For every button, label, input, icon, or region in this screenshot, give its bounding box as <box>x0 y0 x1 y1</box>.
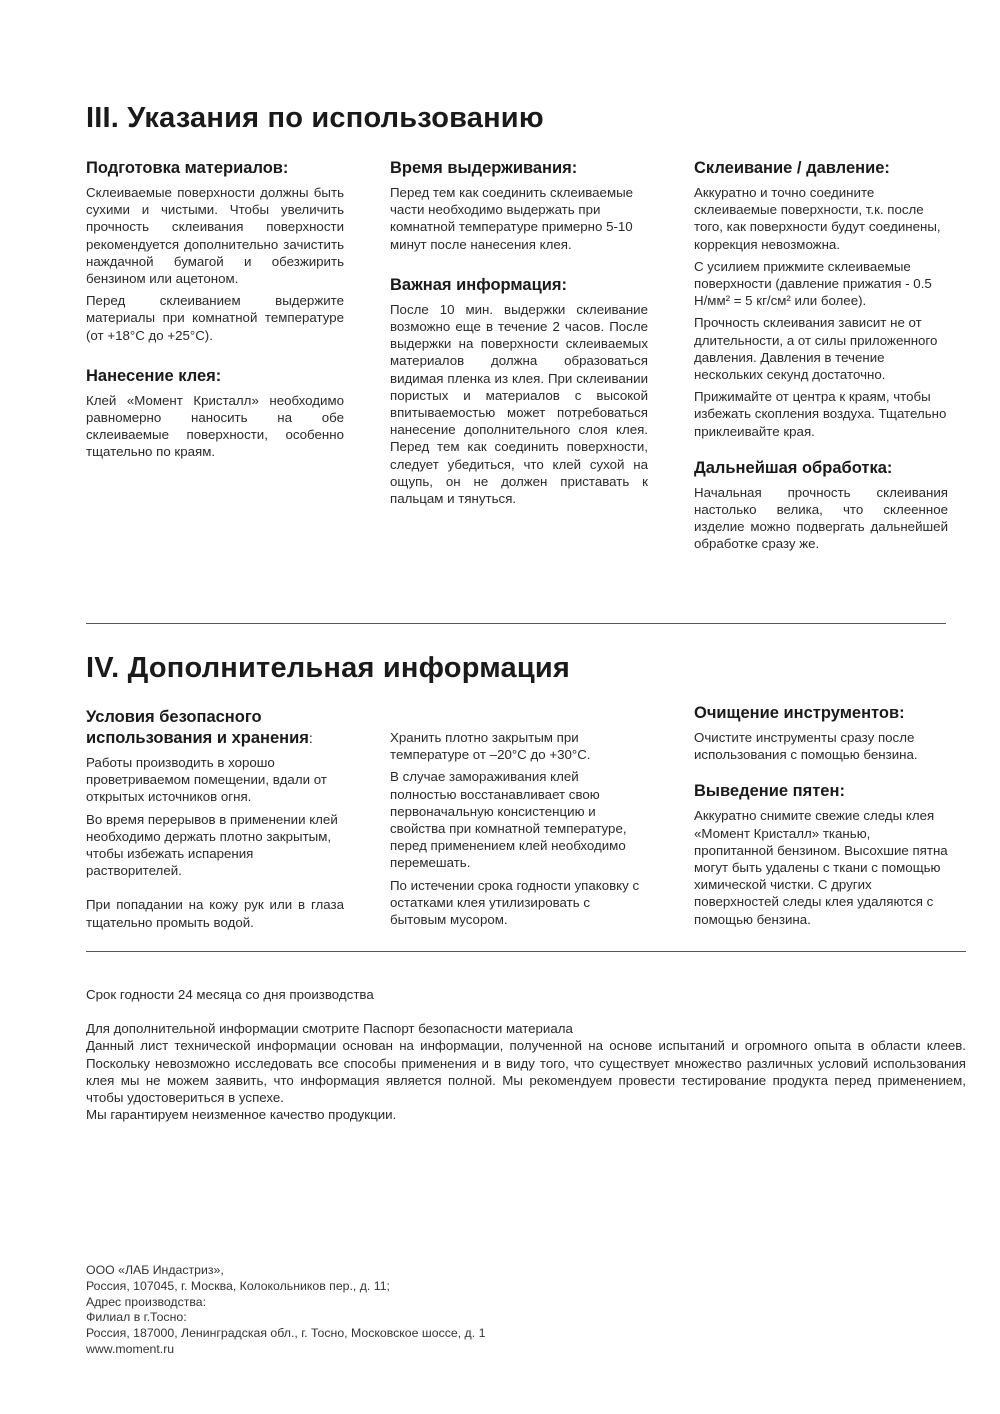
footer-divider <box>86 951 966 952</box>
paragraph-drying-time: Перед тем как соединить склеиваемые части необходимо выдержать при комнатной температуре примерно 5-10 минут после нанесения клея. <box>390 185 634 252</box>
heading-stain-removal: Выведение пятен: <box>694 782 845 801</box>
heading-safety-storage <box>86 707 344 749</box>
heading-safety-line-1: Условия безопасного <box>86 708 262 726</box>
branch-label: Филиал в г.Тосно: <box>86 1310 187 1325</box>
paragraph-disposal: По истечении срока годности упаковку с остатками клея утилизировать с бытовым мусором. <box>390 877 640 928</box>
quality-guarantee: Мы гарантируем неизменное качество продукции. <box>86 1107 397 1123</box>
usage-column-1 <box>86 158 344 466</box>
company-name: ООО «ЛАБ Индастриз», <box>86 1263 224 1277</box>
paragraph-press-edges: Прижимайте от центра к краям, чтобы избежать скопления воздуха. Тщательно приклеивайте края. <box>694 389 947 439</box>
heading-drying-time: Время выдерживания: <box>390 159 578 177</box>
paragraph-ventilation: Работы производить в хорошо проветриваемом помещении, вдали от открытых источников огня. <box>86 755 327 805</box>
section-title-usage: III. Указания по использованию <box>86 102 544 134</box>
section-title-additional-info: IV. Дополнительная информация <box>86 652 571 684</box>
paragraph-further-processing: Начальная прочность склеивания настолько велика, что склеенное изделие можно подвергать дальнейшей обработке сразу же. <box>694 484 948 552</box>
paragraph-conditioning: Перед склеиванием выдержите материалы при комнатной температуре (от +18°С до +25°С). <box>86 293 344 343</box>
paragraph-important-info: После 10 мин. выдержки склеивание возможно еще в течение 2 часов. После выдержки на поверхности склеиваемых материалов должна образоваться видимая пленка из клея. При склеивании пористых и материалов с высокой впитываемостью может потребоваться нанесение дополнительного слоя клея. Перед тем как соединить поверхности, следует убедиться, что клей сухой на ощупь, он не должен приставать к пальцам и тянуться. <box>390 301 648 507</box>
paragraph-skin-contact: При попадании на кожу рук или в глаза тщательно промыть водой. <box>86 897 344 930</box>
heading-material-preparation: Подготовка материалов: <box>86 159 289 177</box>
paragraph-storage-temp: Хранить плотно закрытым при температуре от –20°С до +30°С. <box>390 730 591 763</box>
paragraph-freezing: В случае замораживания клей полностью восстанавливает свою первоначальную консистенцию и свойства при комнатной температуре, перед применением клей необходимо перемешать. <box>390 769 627 871</box>
paragraph-bond-strength: Прочность склеивания зависит не от длительности, а от силы приложенного давления. Давления в течение нескольких секунд достаточно. <box>694 315 938 383</box>
info-column-2 <box>390 729 648 933</box>
info-column-1 <box>86 707 344 936</box>
heading-further-processing: Дальнейшая обработка: <box>694 458 893 477</box>
usage-column-3 <box>694 158 948 558</box>
msds-note: Для дополнительной информации смотрите Паспорт безопасности материала <box>86 1021 573 1037</box>
branch-address: Россия, 187000, Ленинградская обл., г. Тосно, Московское шоссе, д. 1 <box>86 1326 486 1341</box>
paragraph-bonding: Аккуратно и точно соедините склеиваемые поверхности, т.к. после того, как поверхности будут соединены, коррекция невозможна. <box>694 185 941 252</box>
shelf-life: Срок годности 24 месяца со дня производства <box>86 987 374 1002</box>
paragraph-keep-closed: Во время перерывов в применении клей необходимо держать плотно закрытым, чтобы избежать испарения растворителей. <box>86 811 338 879</box>
paragraph-material-preparation: Склеиваемые поверхности должны быть сухими и чистыми. Чтобы увеличить прочность склеивания поверхности рекомендуется дополнительно зачистить наждачной бумагой и обезжирить бензином или ацетоном. <box>86 185 344 287</box>
heading-important-info: Важная информация: <box>390 275 567 294</box>
paragraph-tool-cleaning: Очистите инструменты сразу после использования с помощью бензина. <box>694 730 918 763</box>
office-address: Россия, 107045, г. Москва, Колокольников пер., д. 11; <box>86 1278 390 1293</box>
section-divider <box>86 623 946 624</box>
website-link[interactable]: www.moment.ru <box>86 1341 175 1356</box>
heading-glue-application: Нанесение клея: <box>86 366 222 385</box>
usage-column-2 <box>390 158 648 512</box>
production-label: Адрес производства: <box>86 1294 207 1309</box>
heading-bonding-pressure: Склеивание / давление: <box>694 159 890 177</box>
info-column-3 <box>694 703 948 933</box>
heading-safety-line-2: использования и хранения <box>86 729 309 747</box>
paragraph-stain-removal: Аккуратно снимите свежие следы клея «Момент Кристалл» тканью, пропитанной бензином. Высохшие пятна могут быть удалены с ткани с помощью химической чистки. С других поверхностей следы клея удаляются с помощью бензина. <box>694 808 948 927</box>
footer-text <box>86 986 966 1123</box>
heading-tool-cleaning: Очищение инструментов: <box>694 704 905 722</box>
disclaimer: Данный лист технической информации основан на информации, полученной на основе испытаний и огромного опыта в области клеев. Поскольку невозможно исследовать все способы применения и в виду того, что существует множество различных условий использования клея мы не можем заявить, что информация является полной. Мы рекомендуем провести тестирование продукта перед применением, чтобы удостовериться в успехе. <box>86 1038 966 1106</box>
heading-safety-colon: : <box>308 730 313 746</box>
company-address <box>86 1263 485 1358</box>
paragraph-glue-application: Клей «Момент Кристалл» необходимо равномерно наносить на обе склеиваемые поверхности, особенно тщательно по краям. <box>86 392 344 460</box>
paragraph-pressure: С усилием прижмите склеиваемые поверхности (давление прижатия - 0.5 Н/мм² = 5 кг/см² или более). <box>694 258 932 309</box>
